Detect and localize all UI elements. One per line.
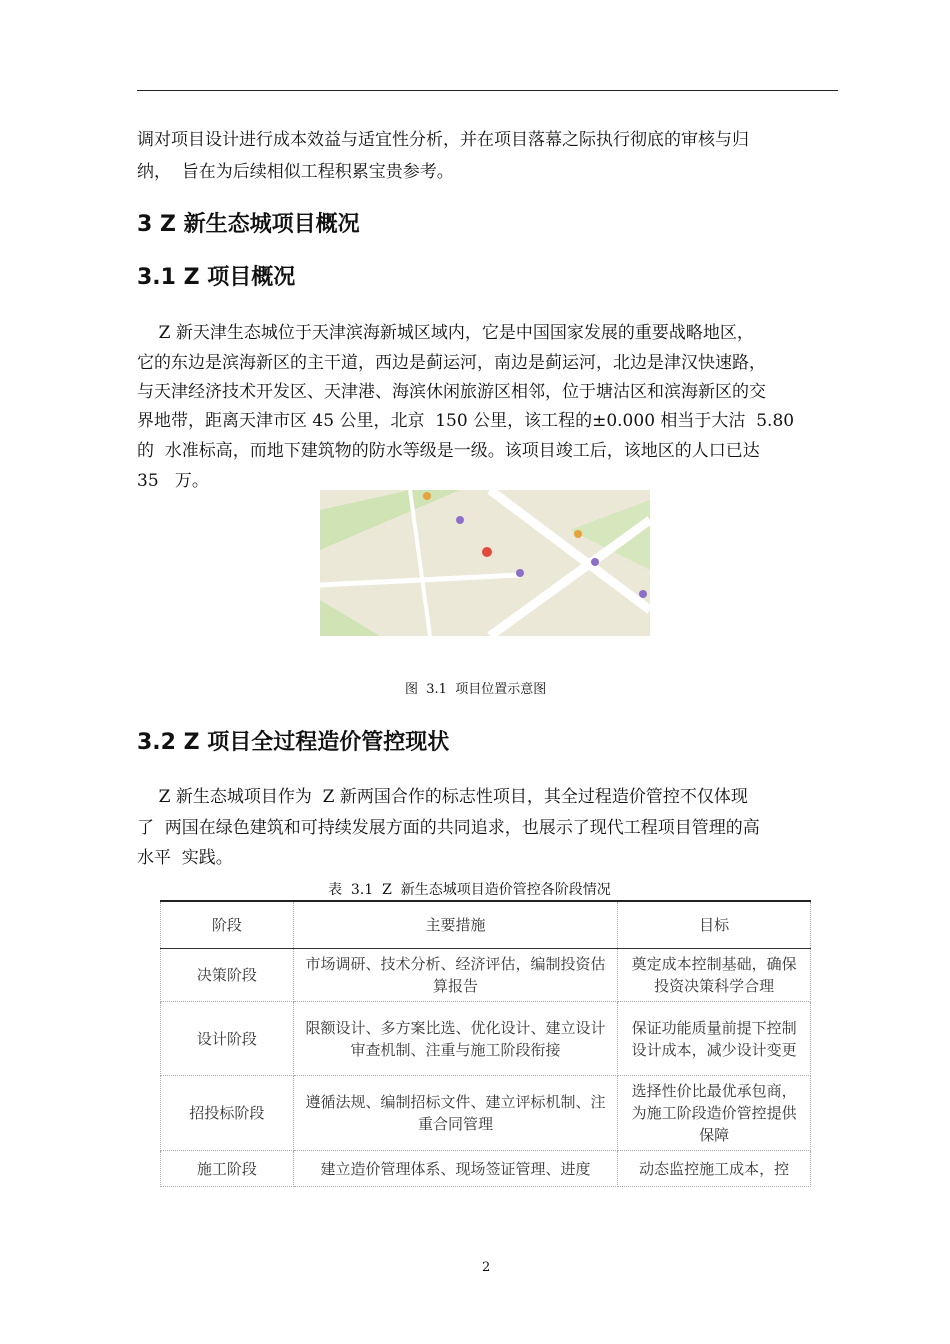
cell: 招投标阶段 bbox=[161, 1076, 294, 1151]
paragraph-line: 的 水准标高，而地下建筑物的防水等级是一级。该项目竣工后，该地区的人口已达 bbox=[137, 441, 760, 461]
project-location-map bbox=[320, 490, 650, 636]
table-row bbox=[161, 1002, 811, 1076]
intro-line: 纳， 旨在为后续相似工程积累宝贵参考。 bbox=[137, 162, 454, 182]
paragraph-line: 它的东边是滨海新区的主干道，西边是蓟运河，南边是蓟运河，北边是津汉快速路， bbox=[137, 353, 766, 373]
section-heading-3-1: 3.1 Z 项目概况 bbox=[137, 265, 296, 290]
header-cell: 主要措施 bbox=[293, 901, 617, 949]
cell: 设计阶段 bbox=[161, 1002, 294, 1076]
cell: 施工阶段 bbox=[161, 1151, 294, 1187]
paragraph-line: 与天津经济技术开发区、天津港、海滨休闲旅游区相邻，位于塘沽区和滨海新区的交 bbox=[137, 382, 766, 402]
header-rule bbox=[137, 90, 838, 91]
cell: 决策阶段 bbox=[161, 949, 294, 1002]
header-cell: 目标 bbox=[618, 901, 811, 949]
cell: 保证功能质量前提下控制设计成本，减少设计变更 bbox=[618, 1002, 811, 1076]
intro-line: 调对项目设计进行成本效益与适宜性分析，并在项目落幕之际执行彻底的审核与归 bbox=[137, 130, 749, 150]
table-row bbox=[161, 1151, 811, 1187]
table-row bbox=[161, 1076, 811, 1151]
figure-caption: 图 3.1 项目位置示意图 bbox=[405, 682, 547, 697]
table-header-row bbox=[161, 901, 811, 949]
cell: 动态监控施工成本，控 bbox=[618, 1151, 811, 1187]
cell: 限额设计、多方案比选、优化设计、建立设计审查机制、注重与施工阶段衔接 bbox=[293, 1002, 617, 1076]
paragraph-line: 35 万。 bbox=[137, 471, 209, 491]
cell: 市场调研、技术分析、经济评估，编制投资估算报告 bbox=[293, 949, 617, 1002]
table-caption: 表 3.1 Z 新生态城项目造价管控各阶段情况 bbox=[328, 882, 611, 898]
cell: 遵循法规、编制招标文件、建立评标机制、注重合同管理 bbox=[293, 1076, 617, 1151]
table-row bbox=[161, 949, 811, 1002]
paragraph-line: Z 新生态城项目作为 Z 新两国合作的标志性项目，其全过程造价管控不仅体现 bbox=[137, 787, 748, 807]
section-heading-3: 3 Z 新生态城项目概况 bbox=[137, 212, 360, 237]
cell: 选择性价比最优承包商，为施工阶段造价管控提供保障 bbox=[618, 1076, 811, 1151]
section-heading-3-2: 3.2 Z 项目全过程造价管控现状 bbox=[137, 730, 450, 755]
paragraph-line: 水平 实践。 bbox=[137, 848, 233, 868]
paragraph-line: Z 新天津生态城位于天津滨海新城区域内，它是中国国家发展的重要战略地区， bbox=[137, 323, 754, 343]
cell: 奠定成本控制基础，确保投资决策科学合理 bbox=[618, 949, 811, 1002]
stage-table bbox=[160, 900, 811, 1187]
header-cell: 阶段 bbox=[161, 901, 294, 949]
page-number: 2 bbox=[482, 1260, 491, 1275]
cell: 建立造价管理体系、现场签证管理、进度 bbox=[293, 1151, 617, 1187]
paragraph-line: 了 两国在绿色建筑和可持续发展方面的共同追求，也展示了现代工程项目管理的高 bbox=[137, 818, 760, 838]
paragraph-line: 界地带，距离天津市区 45 公里，北京 150 公里，该工程的±0.000 相当于大沽 5.80 bbox=[137, 411, 795, 431]
